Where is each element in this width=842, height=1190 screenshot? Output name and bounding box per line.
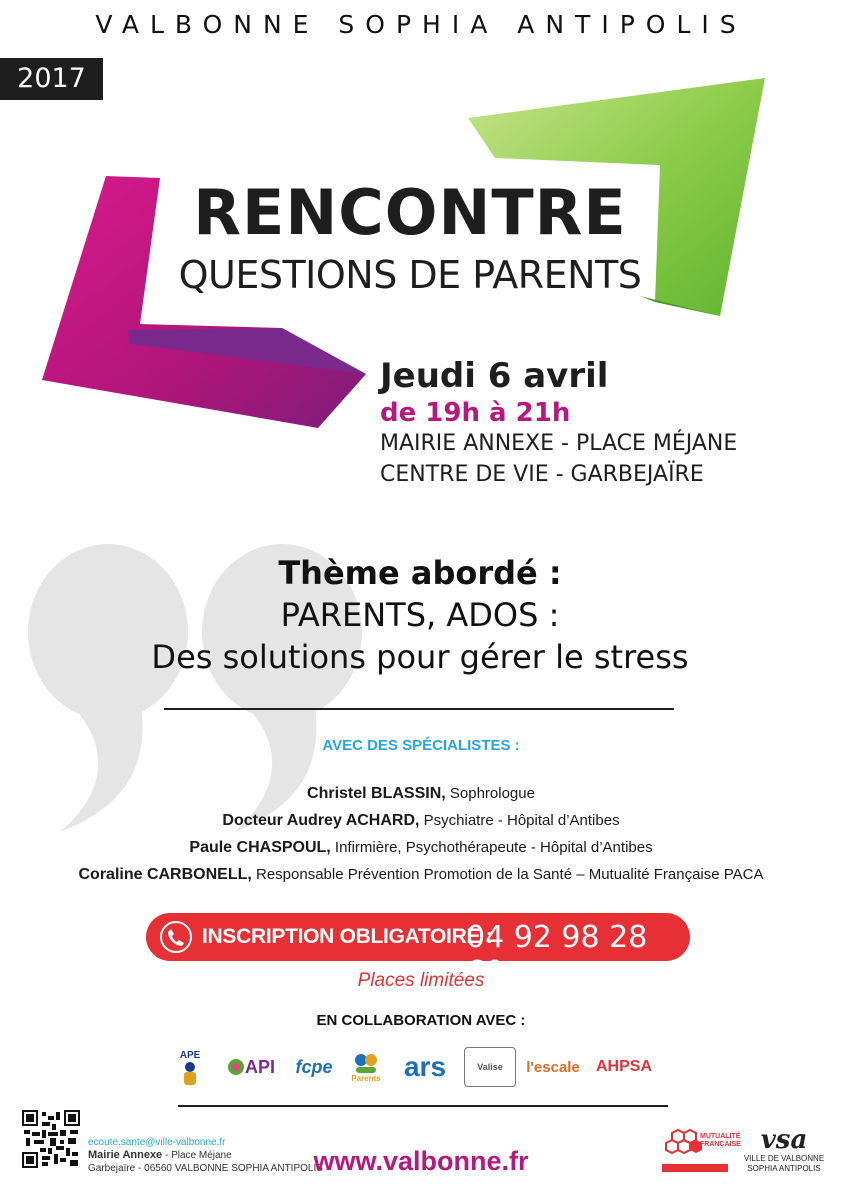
event-time: de 19h à 21h — [380, 398, 571, 428]
event-venue-line2: CENTRE DE VIE - GARBEJAÏRE — [380, 462, 704, 487]
event-subtitle: QUESTIONS DE PARENTS — [178, 253, 642, 297]
contact-address: Garbejaïre - 06560 VALBONNE SOPHIA ANTIPOLIS — [88, 1163, 323, 1174]
vsa-line1: VILLE DE VALBONNE — [743, 1154, 825, 1163]
partner-logo-escale: l'escale — [526, 1058, 580, 1076]
partner-logo-ars: ars — [403, 1051, 447, 1082]
specialist-row — [0, 807, 842, 834]
contact-place-rest: - Place Méjane — [162, 1150, 232, 1161]
partner-logo-fcpe: fcpe — [295, 1056, 333, 1077]
signup-phone[interactable]: 04 92 98 28 60 — [466, 920, 648, 990]
specialists-list — [0, 780, 842, 888]
mutualite-logo — [660, 1124, 741, 1180]
specialist-name: Docteur Audrey ACHARD, — [222, 812, 420, 829]
partner-label: APE — [179, 1049, 201, 1061]
divider — [164, 708, 674, 710]
partner-logo-parents — [346, 1047, 386, 1087]
partner-label: Parents — [351, 1073, 381, 1083]
specialist-role: Psychiatre - Hôpital d’Antibes — [423, 812, 620, 829]
event-date: Jeudi 6 avril — [380, 356, 609, 396]
divider — [178, 1105, 668, 1107]
vsa-mark: vsa — [760, 1125, 808, 1155]
event-venue-line1: MAIRIE ANNEXE - PLACE MÉJANE — [380, 431, 738, 456]
vsa-line2: SOPHIA ANTIPOLIS — [747, 1164, 821, 1173]
theme-line1: PARENTS, ADOS : — [280, 596, 560, 634]
places-note: Places limitées — [357, 970, 485, 991]
contact-email[interactable]: ecoute.sante@ville-valbonne.fr — [88, 1137, 226, 1148]
partner-label: API — [244, 1056, 275, 1077]
contact-place-name: Mairie Annexe — [88, 1149, 163, 1161]
website-link[interactable]: www.valbonne.fr — [313, 1146, 529, 1176]
specialist-row — [0, 861, 842, 888]
specialist-name: Coraline CARBONELL, — [78, 866, 252, 883]
theme-block — [90, 552, 750, 678]
mutualite-line2: FRANÇAISE — [700, 1141, 741, 1148]
specialist-role: Responsable Prévention Promotion de la Santé – Mutualité Française PACA — [256, 866, 764, 883]
specialist-role: Infirmière, Psychothérapeute - Hôpital d’Antibes — [334, 839, 653, 856]
specialist-role: Sophrologue — [449, 785, 535, 802]
collaboration-title: EN COLLABORATION AVEC : — [316, 1012, 526, 1029]
specialist-name: Paule CHASPOUL, — [189, 839, 331, 856]
mutualite-line1: MUTUALITÉ — [700, 1133, 741, 1140]
vsa-logo — [740, 1126, 828, 1174]
specialist-row — [0, 834, 842, 861]
specialists-title: AVEC DES SPÉCIALISTES : — [322, 737, 520, 754]
specialist-name: Christel BLASSIN, — [307, 785, 446, 802]
signup-label: INSCRIPTION OBLIGATOIRE : — [202, 925, 493, 948]
phone-icon — [160, 921, 192, 953]
partner-logos — [168, 1044, 668, 1090]
partner-logo-ahpsa: AHPSA — [595, 1058, 652, 1075]
event-title: RENCONTRE — [193, 176, 627, 249]
year-tag: 2017 — [0, 58, 103, 100]
theme-line2: Des solutions pour gérer le stress — [151, 638, 689, 676]
theme-label: Thème abordé : — [278, 554, 562, 592]
partner-logo-ape — [168, 1047, 212, 1087]
header-city: VALBONNE SOPHIA ANTIPOLIS — [95, 10, 747, 39]
partner-logo-api — [220, 1047, 282, 1087]
partner-logo-valise: Valise — [464, 1047, 516, 1087]
specialist-row — [0, 780, 842, 807]
